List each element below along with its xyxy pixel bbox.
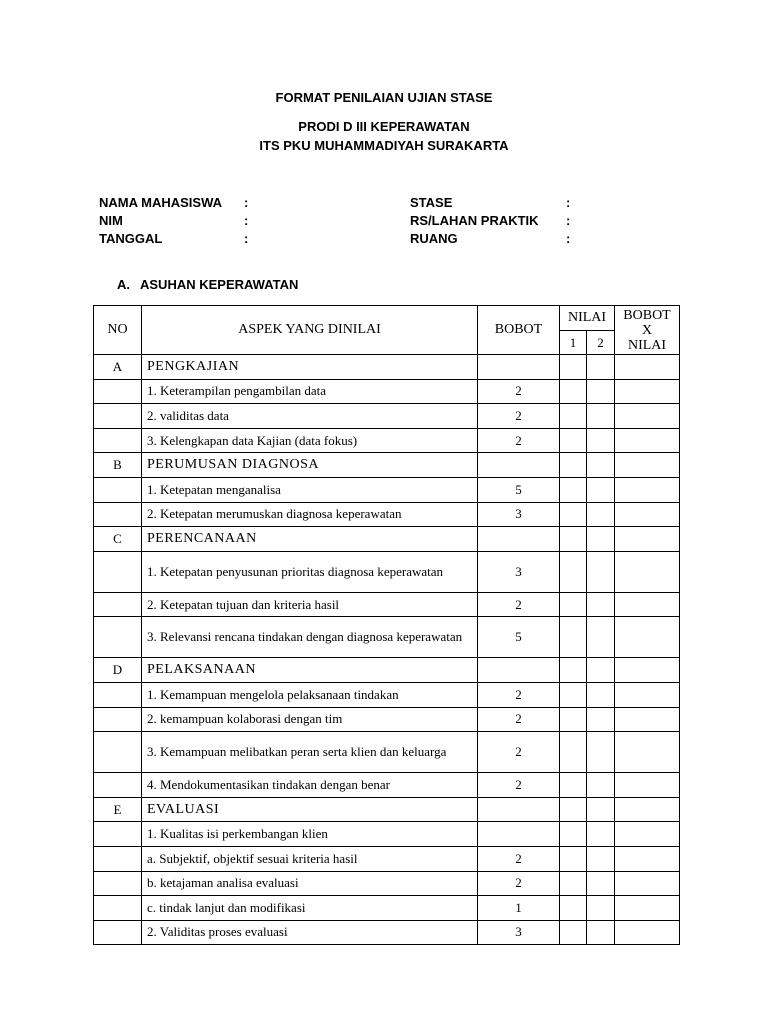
section-marker: A. [117,277,130,292]
row-number [94,592,142,617]
row-number [94,822,142,847]
bobot-x-nilai-cell[interactable] [615,551,680,592]
table-row [94,920,680,945]
column-header-nilai: NILAI [560,306,615,331]
aspect-text: 4. Mendokumentasikan tindakan dengan benar [142,773,478,798]
institution-name: ITS PKU MUHAMMADIYAH SURAKARTA [259,138,509,153]
row-number [94,428,142,453]
bobot-x-nilai-cell[interactable] [615,355,680,380]
bobot-x-nilai-cell[interactable] [615,428,680,453]
row-number [94,773,142,798]
bobot-x-nilai-cell[interactable] [615,732,680,773]
row-number [94,871,142,896]
nilai-2-cell[interactable] [587,617,615,658]
bobot-value: 2 [478,773,560,798]
aspect-text: c. tindak lanjut dan modifikasi [142,896,478,921]
section-title: PERUMUSAN DIAGNOSA [142,453,478,478]
aspect-text: 3. Kemampuan melibatkan peran serta klien dan keluarga [142,732,478,773]
nilai-1-cell[interactable] [560,707,587,732]
table-row [94,477,680,502]
nilai-1-cell[interactable] [560,355,587,380]
row-number: C [94,527,142,552]
row-number: A [94,355,142,380]
nilai-2-cell[interactable] [587,477,615,502]
section-title: PERENCANAAN [142,527,478,552]
aspect-text: 3. Relevansi rencana tindakan dengan diagnosa keperawatan [142,617,478,658]
row-number [94,379,142,404]
table-row [94,551,680,592]
nilai-2-cell[interactable] [587,453,615,478]
field-colon-nim: : [244,213,249,228]
nilai-1-cell[interactable] [560,682,587,707]
column-header-bobot: BOBOT [478,306,560,355]
aspect-text: 2. Ketepatan merumuskan diagnosa keperawatan [142,502,478,527]
column-header-bobot-x-nilai [615,306,680,355]
aspect-text: 1. Kemampuan mengelola pelaksanaan tindakan [142,682,478,707]
nilai-1-cell[interactable] [560,822,587,847]
bobot-value: 2 [478,732,560,773]
bobot-value [478,797,560,822]
table-row [94,379,680,404]
table-row [94,404,680,429]
bobot-value: 5 [478,477,560,502]
bobot-x-nilai-cell[interactable] [615,920,680,945]
field-label-ruang: RUANG [410,231,458,246]
bobot-value: 2 [478,707,560,732]
column-header-no: NO [94,306,142,355]
nilai-1-cell[interactable] [560,896,587,921]
bobot-value [478,658,560,683]
bobot-x-nilai-cell[interactable] [615,707,680,732]
row-number [94,732,142,773]
assessment-table [93,305,680,945]
aspect-text: 1. Ketepatan menganalisa [142,477,478,502]
nilai-2-cell[interactable] [587,920,615,945]
program-name: PRODI D III KEPERAWATAN [298,119,470,134]
bobot-value: 2 [478,846,560,871]
table-row [94,871,680,896]
nilai-1-cell[interactable] [560,658,587,683]
bobot-value: 3 [478,551,560,592]
row-number [94,682,142,707]
table-body [94,355,680,945]
bobot-value: 2 [478,592,560,617]
nilai-1-cell[interactable] [560,428,587,453]
row-number [94,920,142,945]
bxn-line-2: X [641,322,653,338]
nilai-1-cell[interactable] [560,920,587,945]
nilai-2-cell[interactable] [587,822,615,847]
nilai-2-cell[interactable] [587,871,615,896]
section-title: PENGKAJIAN [142,355,478,380]
nilai-2-cell[interactable] [587,707,615,732]
nilai-2-cell[interactable] [587,682,615,707]
bobot-value: 3 [478,920,560,945]
bobot-value [478,822,560,847]
nilai-1-cell[interactable] [560,551,587,592]
field-colon-ruang: : [566,231,571,246]
section-row [94,355,680,380]
table-row [94,822,680,847]
nilai-1-cell[interactable] [560,846,587,871]
section-row [94,797,680,822]
bobot-value: 2 [478,404,560,429]
nilai-1-cell[interactable] [560,404,587,429]
bobot-value: 2 [478,379,560,404]
aspect-text: 2. Validitas proses evaluasi [142,920,478,945]
bobot-x-nilai-cell[interactable] [615,477,680,502]
section-row [94,453,680,478]
field-colon-tanggal: : [244,231,249,246]
field-colon-rs-lahan: : [566,213,571,228]
bobot-value [478,453,560,478]
table-row [94,592,680,617]
nilai-2-cell[interactable] [587,428,615,453]
row-number: D [94,658,142,683]
nilai-2-cell[interactable] [587,896,615,921]
section-row [94,658,680,683]
nilai-1-cell[interactable] [560,453,587,478]
aspect-text: b. ketajaman analisa evaluasi [142,871,478,896]
nilai-2-cell[interactable] [587,773,615,798]
row-number: E [94,797,142,822]
field-label-nama: NAMA MAHASISWA [99,195,223,210]
nilai-2-cell[interactable] [587,846,615,871]
bobot-x-nilai-cell[interactable] [615,682,680,707]
bobot-x-nilai-cell[interactable] [615,871,680,896]
aspect-text: 1. Ketepatan penyusunan prioritas diagnosa keperawatan [142,551,478,592]
field-label-tanggal: TANGGAL [99,231,163,246]
table-row [94,896,680,921]
bobot-value [478,355,560,380]
row-number [94,477,142,502]
bobot-x-nilai-cell[interactable] [615,617,680,658]
row-number [94,617,142,658]
table-row [94,428,680,453]
bobot-value: 1 [478,896,560,921]
table-row [94,617,680,658]
table-row [94,502,680,527]
bobot-x-nilai-cell[interactable] [615,797,680,822]
form-title: FORMAT PENILAIAN UJIAN STASE [275,90,493,105]
nilai-2-cell[interactable] [587,355,615,380]
row-number: B [94,453,142,478]
bobot-x-nilai-cell[interactable] [615,404,680,429]
bobot-x-nilai-cell[interactable] [615,453,680,478]
row-number [94,551,142,592]
section-row [94,527,680,552]
field-colon-stase: : [566,195,571,210]
bobot-value [478,527,560,552]
aspect-text: 3. Kelengkapan data Kajian (data fokus) [142,428,478,453]
nilai-1-cell[interactable] [560,871,587,896]
nilai-2-cell[interactable] [587,551,615,592]
nilai-1-cell[interactable] [560,477,587,502]
bobot-x-nilai-cell[interactable] [615,502,680,527]
bobot-x-nilai-cell[interactable] [615,846,680,871]
aspect-text: a. Subjektif, objektif sesuai kriteria hasil [142,846,478,871]
nilai-1-cell[interactable] [560,797,587,822]
field-label-stase: STASE [410,195,453,210]
bobot-x-nilai-cell[interactable] [615,658,680,683]
nilai-1-cell[interactable] [560,617,587,658]
nilai-2-cell[interactable] [587,797,615,822]
column-header-aspek: ASPEK YANG DINILAI [142,306,478,355]
column-header-nilai-2: 2 [587,331,615,355]
bobot-x-nilai-cell[interactable] [615,773,680,798]
bobot-x-nilai-cell[interactable] [615,822,680,847]
nilai-2-cell[interactable] [587,379,615,404]
table-row [94,773,680,798]
nilai-1-cell[interactable] [560,732,587,773]
aspect-text: 2. kemampuan kolaborasi dengan tim [142,707,478,732]
nilai-1-cell[interactable] [560,527,587,552]
bxn-line-1: BOBOT [623,307,671,323]
table-row [94,846,680,871]
row-number [94,846,142,871]
field-colon-nama: : [244,195,249,210]
nilai-1-cell[interactable] [560,379,587,404]
aspect-text: 1. Keterampilan pengambilan data [142,379,478,404]
bobot-value: 2 [478,682,560,707]
bobot-x-nilai-cell[interactable] [615,379,680,404]
nilai-2-cell[interactable] [587,527,615,552]
nilai-1-cell[interactable] [560,502,587,527]
table-row [94,707,680,732]
column-header-nilai-1: 1 [560,331,587,355]
nilai-2-cell[interactable] [587,658,615,683]
bobot-value: 3 [478,502,560,527]
bobot-value: 2 [478,428,560,453]
table-row [94,682,680,707]
bobot-x-nilai-cell[interactable] [615,592,680,617]
section-title: PELAKSANAAN [142,658,478,683]
row-number [94,707,142,732]
nilai-1-cell[interactable] [560,773,587,798]
row-number [94,502,142,527]
bobot-x-nilai-cell[interactable] [615,896,680,921]
bobot-value: 2 [478,871,560,896]
row-number [94,896,142,921]
nilai-2-cell[interactable] [587,732,615,773]
nilai-1-cell[interactable] [560,592,587,617]
section-title: EVALUASI [142,797,478,822]
nilai-2-cell[interactable] [587,592,615,617]
field-label-nim: NIM [99,213,123,228]
row-number [94,404,142,429]
aspect-text: 1. Kualitas isi perkembangan klien [142,822,478,847]
aspect-text: 2. Ketepatan tujuan dan kriteria hasil [142,592,478,617]
bxn-line-3: NILAI [627,337,667,353]
table-row [94,732,680,773]
aspect-text: 2. validitas data [142,404,478,429]
nilai-2-cell[interactable] [587,502,615,527]
section-heading: ASUHAN KEPERAWATAN [140,277,299,292]
nilai-2-cell[interactable] [587,404,615,429]
field-label-rs-lahan: RS/LAHAN PRAKTIK [410,213,539,228]
bobot-value: 5 [478,617,560,658]
bobot-x-nilai-cell[interactable] [615,527,680,552]
